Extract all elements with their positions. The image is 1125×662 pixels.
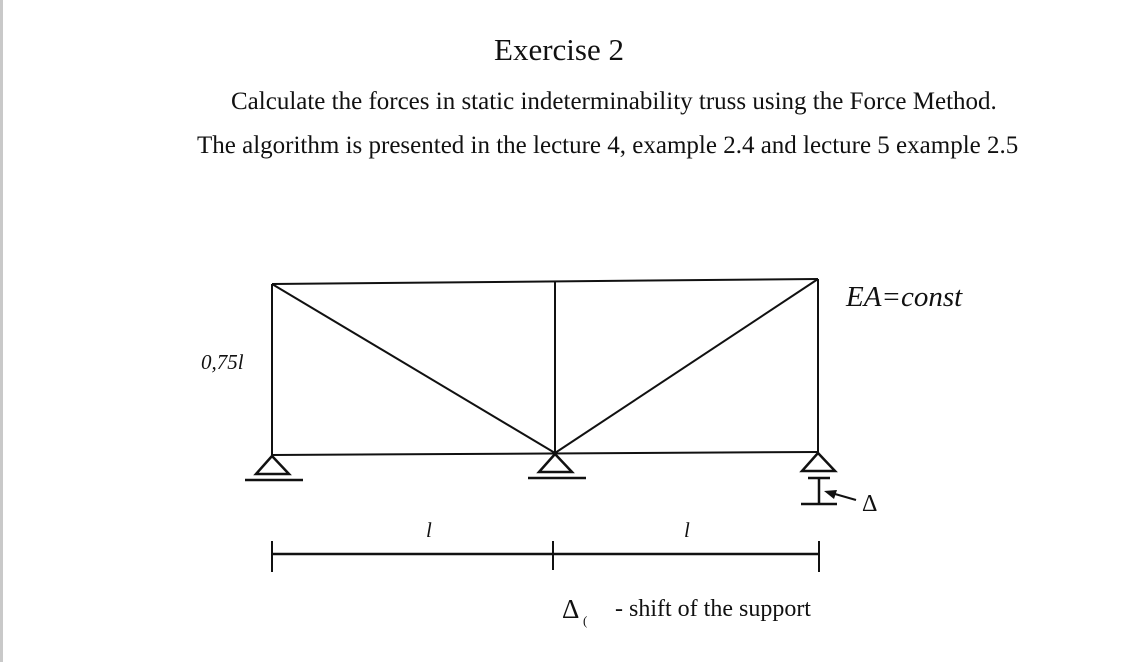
stiffness-label: EA=const [846,281,963,313]
left-span-label: l [426,518,432,542]
instruction-text-line-2: The algorithm is presented in the lecture 4, example 2.4 and lecture 5 example 2.5 [197,132,1019,159]
truss-height-label: 0,75l [201,350,244,374]
legend-delta-subscript: ( [583,613,588,628]
legend-delta-symbol: Δ [562,594,580,624]
span-dimension-line [272,541,819,572]
support-shift-arrow [824,490,856,500]
support-shift-note: - shift of the support [615,596,811,622]
instruction-text-line-1: Calculate the forces in static indeterminability truss using the Force Method. [231,88,997,115]
middle-pinned-support [528,454,586,478]
truss-bottom-chord [272,452,818,455]
truss-right-diagonal [555,279,818,453]
right-span-label: l [684,518,690,542]
left-pinned-support [245,456,303,480]
page-title: Exercise 2 [494,32,624,67]
truss-top-chord [272,279,818,284]
support-displacement-symbol: Δ [862,491,878,517]
truss-left-diagonal [272,284,555,453]
